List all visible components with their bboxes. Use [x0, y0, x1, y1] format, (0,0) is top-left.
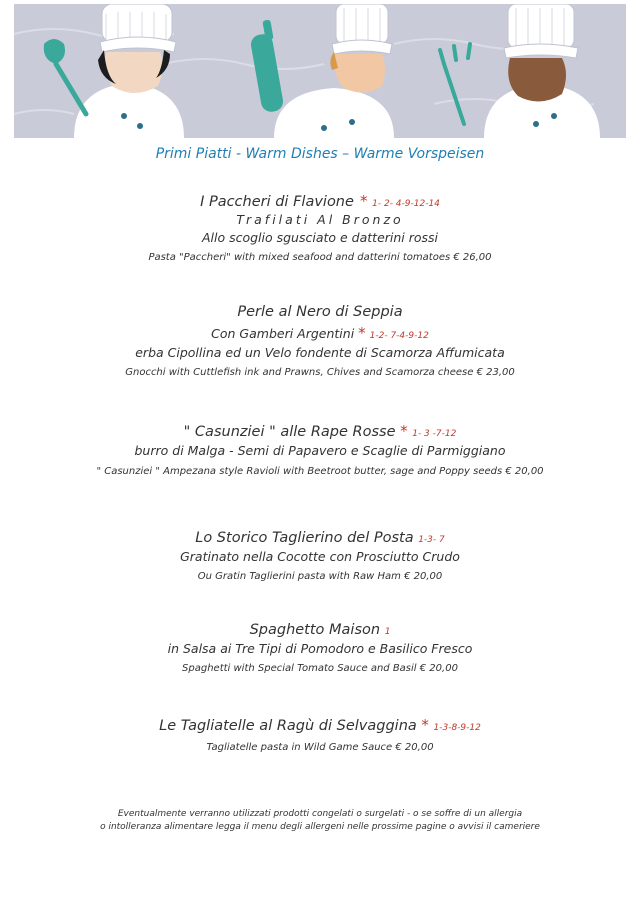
section-title: Primi Piatti - Warm Dishes – Warme Vorspeisen	[155, 146, 485, 162]
menu-item-tagliatelle	[0, 716, 640, 753]
chefs-illustration	[14, 4, 626, 138]
allergen-codes: 1- 3 -7-12	[412, 429, 457, 439]
allergen-star-icon: *	[358, 192, 368, 210]
dish-name: Perle al Nero di Seppia	[237, 304, 403, 320]
menu-item-casunziei	[0, 422, 640, 477]
menu-item-paccheri	[0, 192, 640, 263]
dish-description: Allo scoglio sgusciato e datterini rossi	[201, 230, 439, 245]
menu-item-perle	[0, 304, 640, 378]
allergen-codes: 1-3-8-9-12	[433, 723, 481, 733]
dish-english: Spaghetti with Special Tomato Sauce and Basil € 20,00	[182, 663, 458, 674]
dish-name: Le Tagliatelle al Ragù di Selvaggina	[159, 718, 417, 734]
dish-description: in Salsa ai Tre Tipi di Pomodoro e Basilico Fresco	[167, 641, 473, 656]
dish-description: burro di Malga - Semi di Papavero e Scaglie di Parmiggiano	[134, 443, 506, 458]
dish-name: Spaghetto Maison	[249, 622, 381, 638]
allergen-codes: 1- 2- 4-9-12-14	[372, 199, 440, 209]
chefs-illustration-banner	[14, 4, 626, 138]
dish-description: Gratinato nella Cocotte con Prosciutto Crudo	[180, 549, 460, 564]
menu-item-spaghetto	[0, 622, 640, 674]
dish-name: Lo Storico Taglierino del Posta	[195, 530, 414, 546]
allergen-codes: 1	[384, 627, 391, 637]
allergy-notice	[0, 808, 640, 834]
dish-name: " Casunziei " alle Rape Rosse	[183, 424, 396, 440]
allergen-star-icon: *	[400, 422, 408, 440]
allergen-star-icon: *	[358, 324, 366, 342]
dish-english: Ou Gratin Taglierini pasta with Raw Ham € 20,00	[197, 571, 443, 582]
dish-name: I Paccheri di Flavione	[200, 194, 354, 210]
allergy-notice-line1: Eventualmente verranno utilizzati prodotti congelati o surgelati - o se soffre di un allergia	[117, 809, 523, 819]
dish-english: " Casunziei " Ampezana style Ravioli with Beetroot butter, sage and Poppy seeds € 20,00	[96, 466, 544, 477]
dish-subtitle: Con Gamberi Argentini	[211, 326, 355, 341]
menu-item-taglierino	[0, 530, 640, 582]
allergen-codes: 1-3- 7	[418, 535, 445, 545]
dish-english: Tagliatelle pasta in Wild Game Sauce € 20,00	[206, 742, 434, 753]
dish-subtitle: Trafilati Al Bronzo	[236, 212, 404, 227]
allergen-star-icon: *	[421, 716, 429, 734]
dish-description: erba Cipollina ed un Velo fondente di Scamorza Affumicata	[135, 345, 505, 360]
dish-english: Gnocchi with Cuttlefish ink and Prawns, Chives and Scamorza cheese € 23,00	[125, 367, 515, 378]
allergy-notice-line2: o intolleranza alimentare legga il menu degli allergeni nelle prossime pagine o avvisi il cameriere	[100, 822, 540, 832]
dish-english: Pasta "Paccheri" with mixed seafood and datterini tomatoes € 26,00	[148, 252, 492, 263]
allergen-codes: 1-2- 7-4-9-12	[369, 331, 429, 341]
